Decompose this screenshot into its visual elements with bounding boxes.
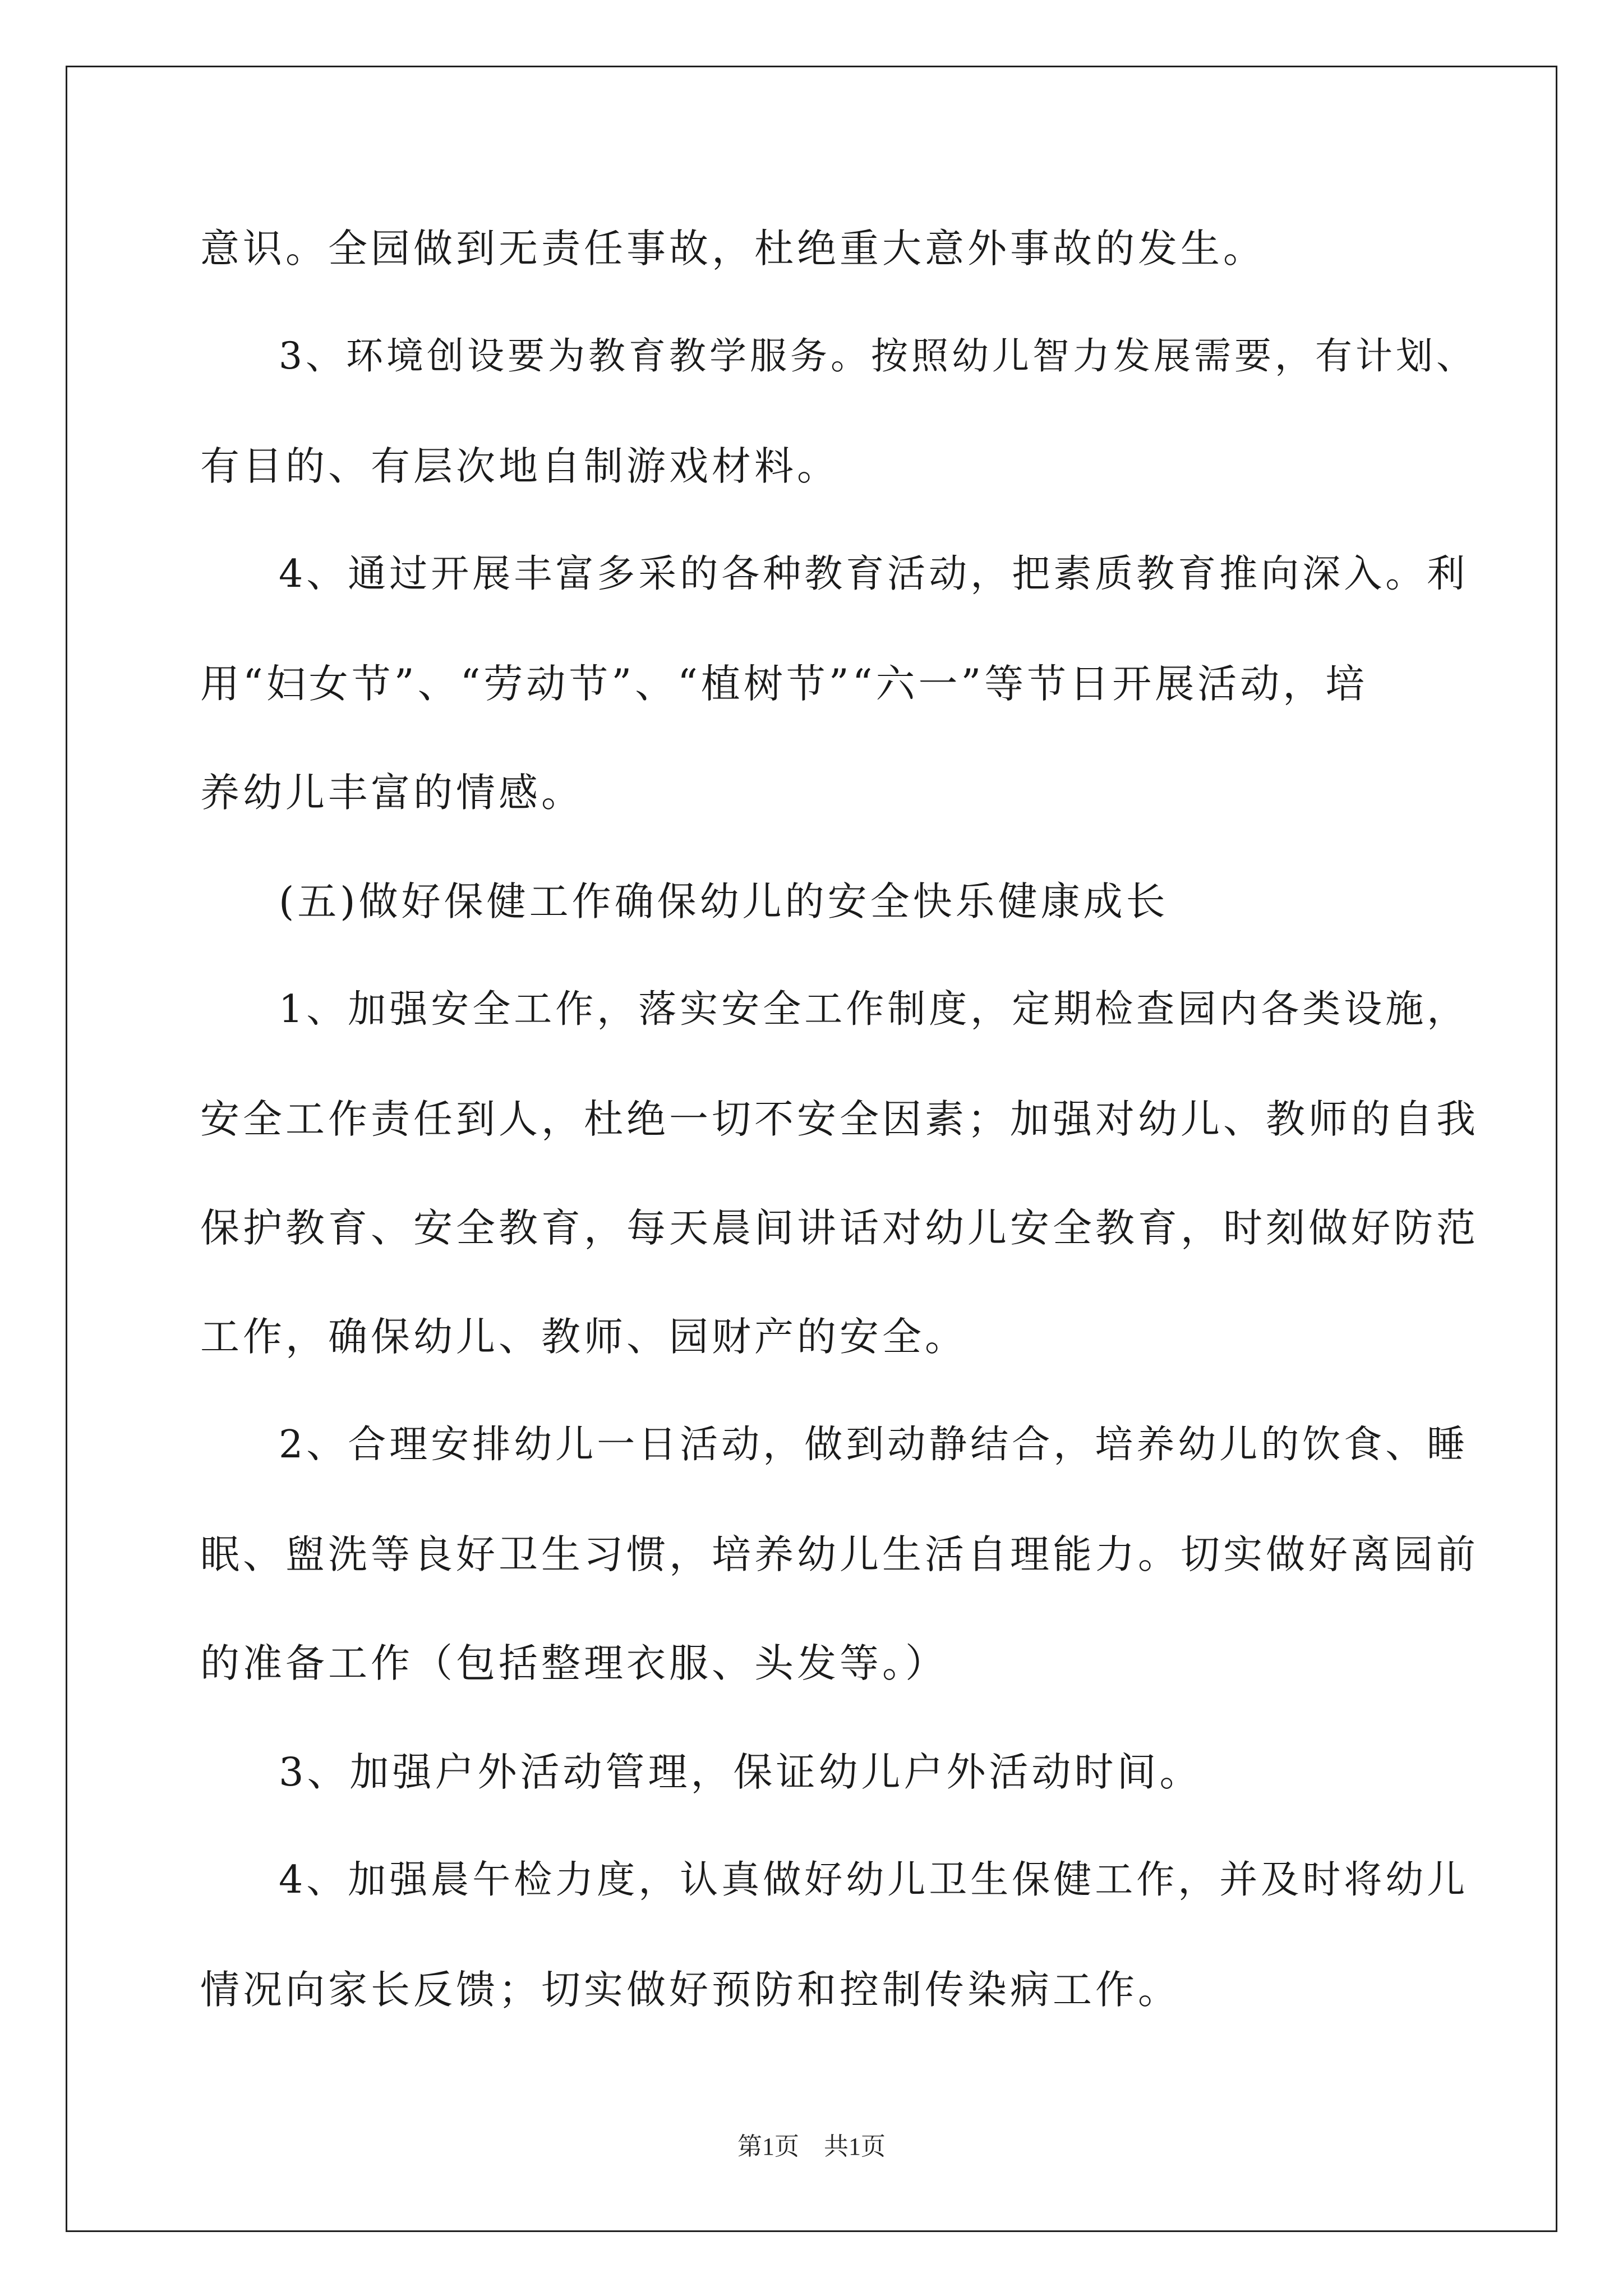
- text-line: 4、通过开展丰富多采的各种教育活动，把素质教育推向深入。利: [279, 552, 1469, 596]
- text-line: 3、加强户外活动管理，保证幼儿户外活动时间。: [279, 1749, 1202, 1795]
- text-line: 安全工作责任到人，杜绝一切不安全因素；加强对幼儿、教师的自我: [200, 1096, 1479, 1142]
- text-line: 养幼儿丰富的情感。: [200, 770, 584, 816]
- text-line: 意识。全园做到无责任事故，杜绝重大意外事故的发生。: [200, 226, 1266, 272]
- text-line: 眠、盥洗等良好卫生习惯，培养幼儿生活自理能力。切实做好离园前: [200, 1531, 1479, 1577]
- text-line: 3、环境创设要为教育教学服务。按照幼儿智力发展需要，有计划、: [279, 334, 1477, 378]
- text-line: 1、加强安全工作，落实安全工作制度，定期检查园内各类设施，: [279, 987, 1469, 1032]
- text-line: 保护教育、安全教育，每天晨间讲话对幼儿安全教育，时刻做好防范: [200, 1205, 1479, 1251]
- text-line: 2、合理安排幼儿一日活动，做到动静结合，培养幼儿的饮食、睡: [279, 1423, 1469, 1467]
- text-line: 情况向家长反馈；切实做好预防和控制传染病工作。: [200, 1967, 1181, 2013]
- text-line: 工作，确保幼儿、教师、园财产的安全。: [200, 1314, 967, 1360]
- section-heading: (五)做好保健工作确保幼儿的安全快乐健康成长: [279, 878, 1169, 924]
- text-line: 有目的、有层次地自制游戏材料。: [200, 443, 840, 489]
- page-border: [66, 66, 1557, 2232]
- text-line: 用“妇女节”、“劳动节”、“植树节”“六一”等节日开展活动，培: [200, 661, 1368, 707]
- text-line: 的准备工作（包括整理衣服、头发等。）: [200, 1640, 948, 1686]
- page-number: 第1页 共1页: [737, 2133, 886, 2160]
- text-line: 4、加强晨午检力度，认真做好幼儿卫生保健工作，并及时将幼儿: [279, 1858, 1469, 1902]
